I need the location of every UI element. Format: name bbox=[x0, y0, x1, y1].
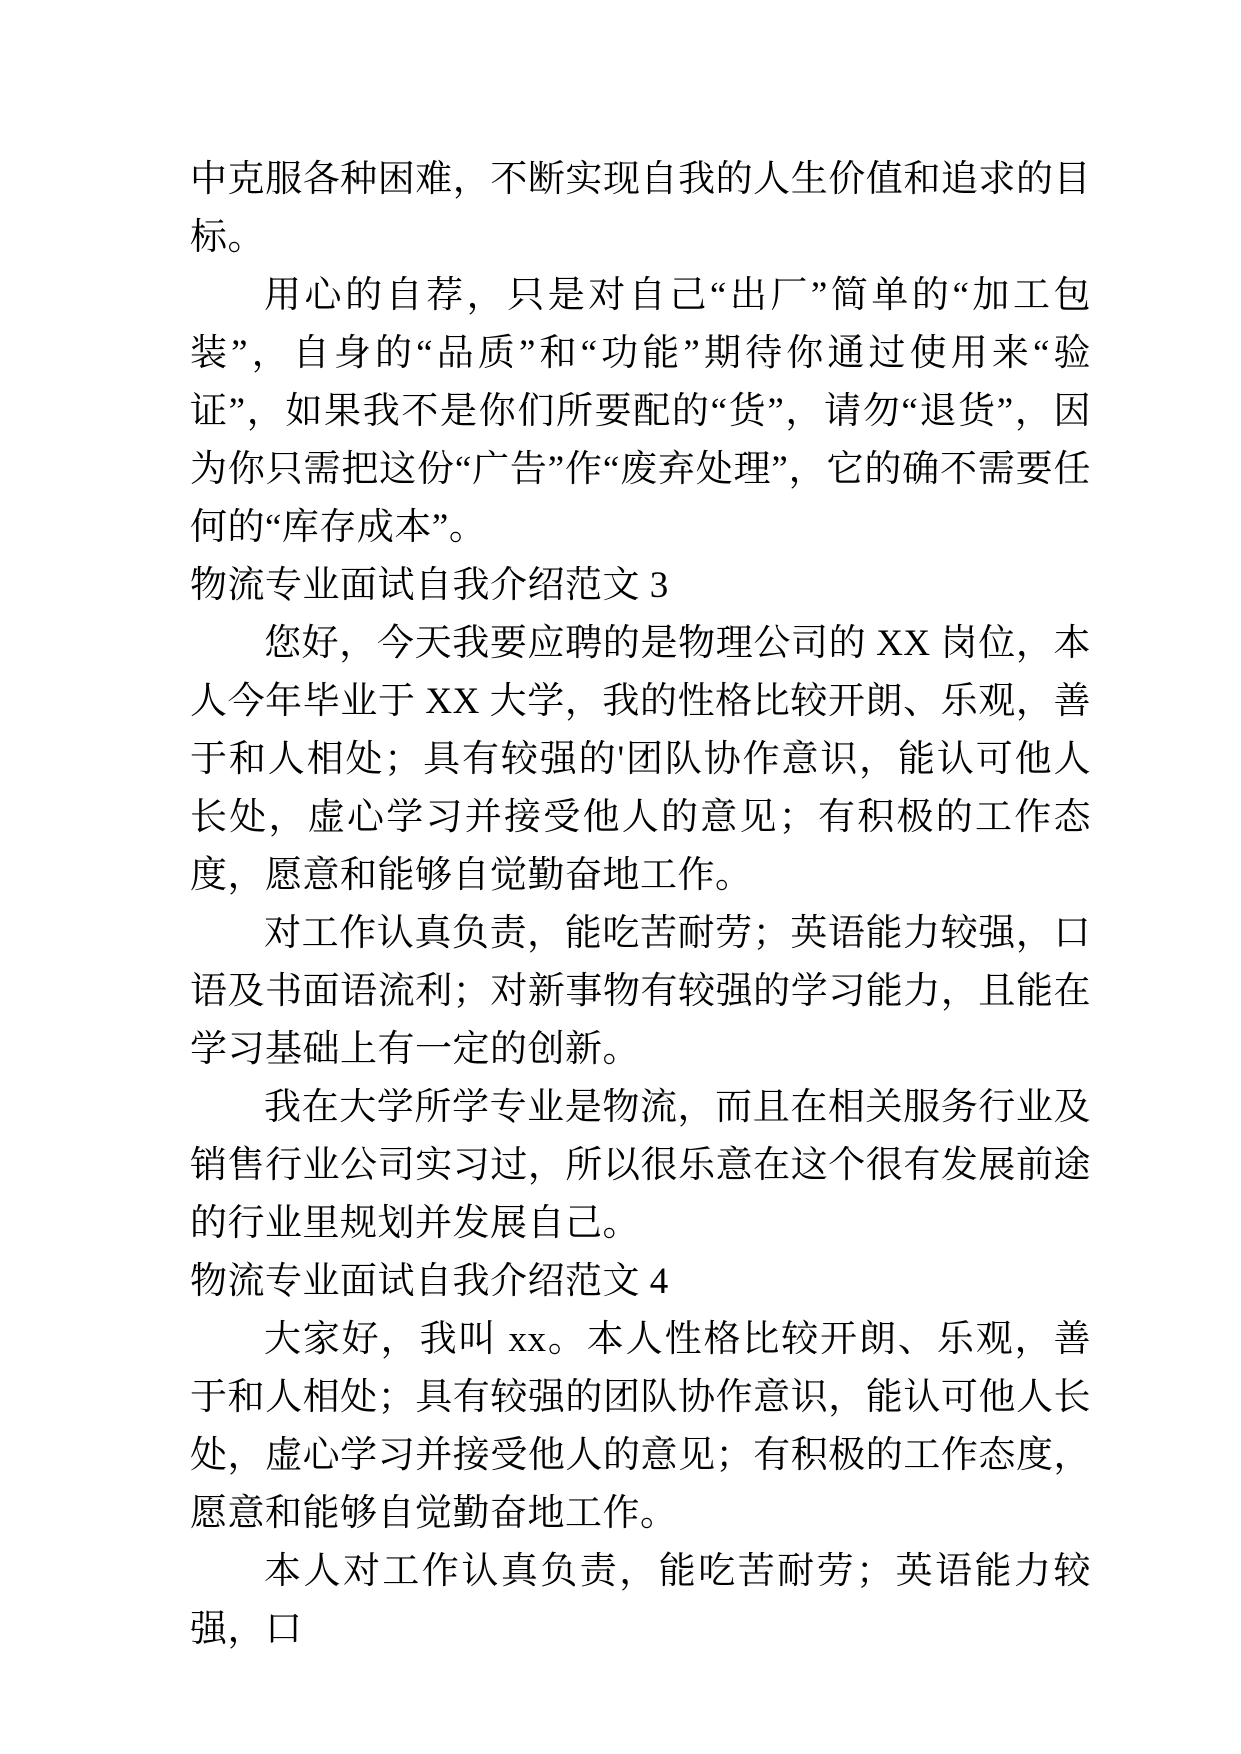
paragraph: 对工作认真负责，能吃苦耐劳；英语能力较强，口语及书面语流利；对新事物有较强的学习能力，且能在学习基础上有一定的创新。 bbox=[190, 913, 1091, 1070]
section-heading: 物流专业面试自我介绍范文 4 bbox=[190, 1261, 669, 1302]
document-content bbox=[190, 151, 1091, 1659]
paragraph: 用心的自荐，只是对自己“出厂”简单的“加工包装”，自身的“品质”和“功能”期待你通过使用来“验证”，如果我不是你们所要配的“货”，请勿“退货”，因为你只需把这份“广告”作“废弃处理”，它的确不需要任何的“库存成本”。 bbox=[190, 275, 1091, 548]
paragraph: 您好，今天我要应聘的是物理公司的 XX 岗位，本人今年毕业于 XX 大学，我的性格比较开朗、乐观，善于和人相处；具有较强的'团队协作意识，能认可他人长处，虚心学习并接受他人的意见；有积极的工作态度，愿意和能够自觉勤奋地工作。 bbox=[190, 623, 1091, 896]
paragraph-continuation: 中克服各种困难，不断实现自我的人生价值和追求的目标。 bbox=[190, 159, 1091, 258]
paragraph: 我在大学所学专业是物流，而且在相关服务行业及销售行业公司实习过，所以很乐意在这个很有发展前途的行业里规划并发展自己。 bbox=[190, 1087, 1091, 1244]
paragraph: 大家好，我叫 xx。本人性格比较开朗、乐观，善于和人相处；具有较强的团队协作意识，能认可他人长处，虚心学习并接受他人的意见；有积极的工作态度，愿意和能够自觉勤奋地工作。 bbox=[190, 1319, 1091, 1534]
paragraph: 本人对工作认真负责，能吃苦耐劳；英语能力较强，口 bbox=[190, 1551, 1091, 1650]
section-heading: 物流专业面试自我介绍范文 3 bbox=[190, 565, 669, 606]
